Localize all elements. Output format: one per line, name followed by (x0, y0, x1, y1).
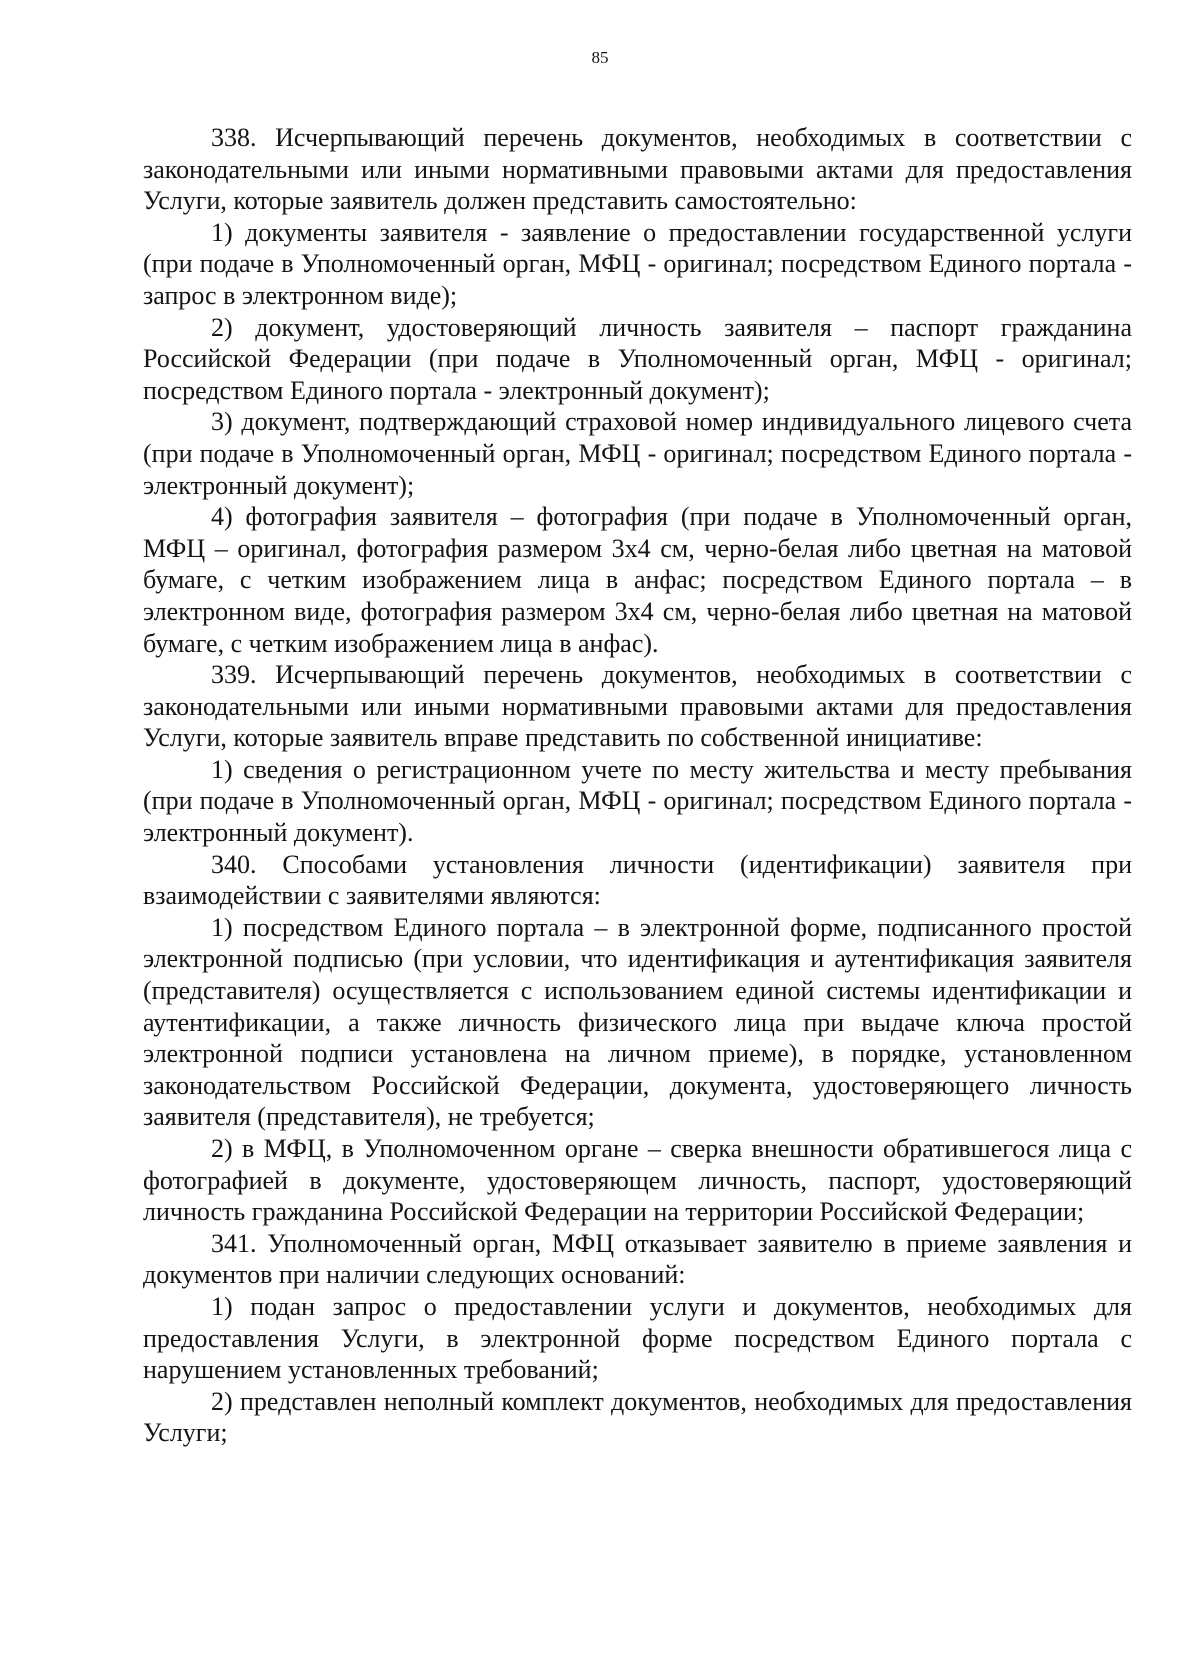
list-item-338-4: 4) фотография заявителя – фотография (при подаче в Уполномоченный орган, МФЦ – оригинал, фотография размером 3x4 см, черно-белая либо цветная на матовой бумаге, с четким изображением лица в анфас; посредством Единого портала – в электронном виде, фотография размером 3x4 см, черно-белая либо цветная на матовой бумаге, с четким изображением лица в анфас). (143, 502, 1132, 658)
list-item-339-1: 1) сведения о регистрационном учете по месту жительства и месту пребывания (при подаче в Уполномоченный орган, МФЦ - оригинал; посредством Единого портала - электронный документ). (143, 754, 1132, 848)
list-item-338-2: 2) документ, удостоверяющий личность заявителя – паспорт гражданина Российской Федерации (при подаче в Уполномоченный орган, МФЦ - оригинал; посредством Единого портала - электронный документ); (143, 312, 1132, 405)
paragraph-338: 338. Исчерпывающий перечень документов, необходимых в соответствии с законодательными или иными нормативными правовыми актами для предоставления Услуги, которые заявитель должен представить самостоятельно: (143, 123, 1132, 216)
paragraph-340: 340. Способами установления личности (идентификации) заявителя при взаимодействии с заявителями являются: (143, 849, 1132, 911)
list-item-341-2: 2) представлен неполный комплект документов, необходимых для предоставления Услуги; (143, 1386, 1132, 1448)
page-number: 85 (591, 48, 609, 67)
list-item-340-2: 2) в МФЦ, в Уполномоченном органе – сверка внешности обратившегося лица с фотографией в документе, удостоверяющем личность, паспорт, удостоверяющий личность гражданина Российской Федерации на территории Российской Федерации; (143, 1134, 1132, 1227)
list-item-338-1: 1) документы заявителя - заявление о предоставлении государственной услуги (при подаче в Уполномоченный орган, МФЦ - оригинал; посредством Единого портала - запрос в электронном виде); (143, 217, 1132, 310)
list-item-338-3: 3) документ, подтверждающий страховой номер индивидуального лицевого счета (при подаче в Уполномоченный орган, МФЦ - оригинал; посредством Единого портала - электронный документ); (143, 407, 1132, 500)
paragraph-339: 339. Исчерпывающий перечень документов, необходимых в соответствии с законодательными или иными нормативными правовыми актами для предоставления Услуги, которые заявитель вправе представить по собственной инициативе: (143, 660, 1132, 753)
list-item-340-1: 1) посредством Единого портала – в электронной форме, подписанного простой электронной подписью (при условии, что идентификация и аутентификация заявителя (представителя) осуществляется с использованием единой системы идентификации и аутентификации, а также личность физического лица при выдаче ключа простой электронной подписи установлена на личном приеме), в порядке, установленном законодательством Российской Федерации, документа, удостоверяющего личность заявителя (представителя), не требуется; (143, 912, 1132, 1132)
paragraph-341: 341. Уполномоченный орган, МФЦ отказывает заявителю в приеме заявления и документов при наличии следующих оснований: (143, 1228, 1132, 1290)
list-item-341-1: 1) подан запрос о предоставлении услуги и документов, необходимых для предоставления Услуги, в электронной форме посредством Единого портала с нарушением установленных требований; (143, 1291, 1132, 1385)
document-body (143, 122, 1132, 1449)
